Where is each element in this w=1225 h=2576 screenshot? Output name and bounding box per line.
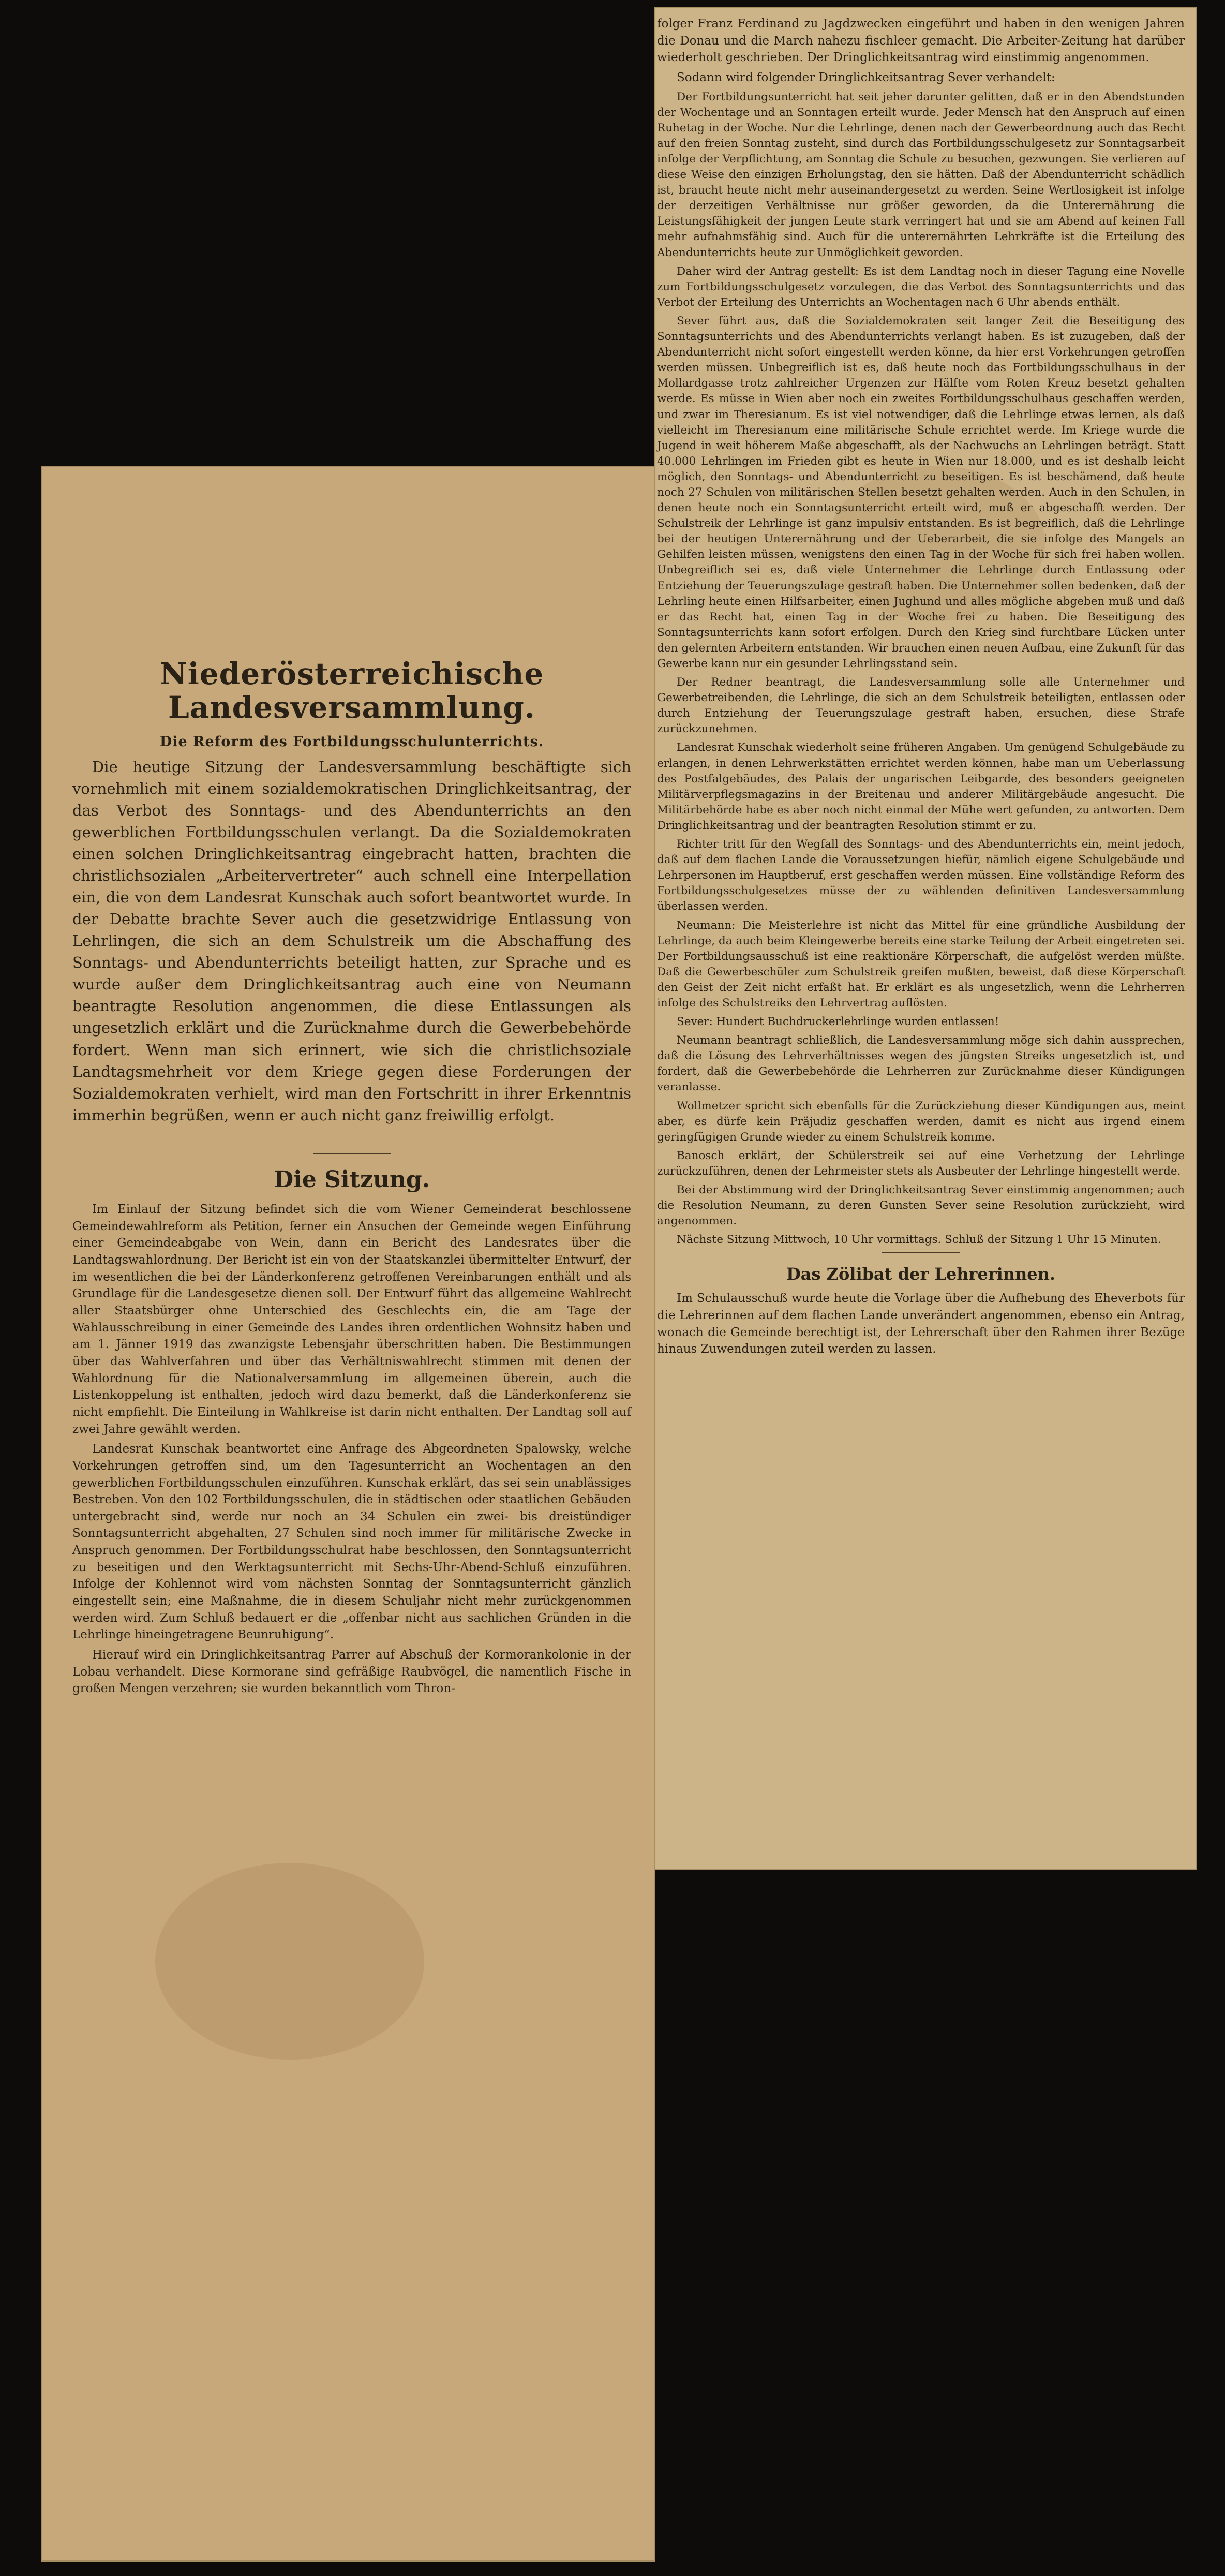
body-paragraph: Der Fortbildungsunterricht hat seit jeher darunter gelitten, daß er in den Abendstunden der Wochentage und an Sonntagen erteilt wurde. Jeder Mensch hat den Anspruch auf einen Ruhetag in der Woche. Nur die Lehrlinge, denen nach der Gewerbeordnung auch das Recht auf den freien Sonntag zusteht, sind durch das Fortbildungsschulgesetz zur Sonntagsarbeit infolge der Verpflichtung, am Sonntag die Schule zu besuchen, gezwungen. Sie verlieren auf diese Weise den einzigen Erholungstag, den sie hätten. Daß der Abendunterricht schädlich ist, braucht heute nicht mehr auseinandergesetzt zu werden. Seine Wertlosigkeit ist infolge der derzeitigen Verhältnisse nur größer geworden, da die Unterernährung die Leistungsfähigkeit der jungen Leute stark verringert hat und sie am Abend auf keinen Fall mehr aufnahmsfähig sind. Auch für die unterernährten Lehrkräfte ist die Erteilung des Abendunterrichts heute zur Unmöglichkeit geworden. xyxy=(657,90,1185,259)
body-paragraph: Nächste Sitzung Mittwoch, 10 Uhr vormittags. Schluß der Sitzung 1 Uhr 15 Minuten. xyxy=(677,1233,1161,1247)
body-paragraph: Sever: Hundert Buchdruckerlehrlinge wurden entlassen! xyxy=(677,1015,999,1029)
left-article-header xyxy=(72,656,631,1124)
body-paragraph: Im Einlauf der Sitzung befindet sich die vom Wiener Gemeinderat beschlossene Gemeindewahlreform als Petition, ferner ein Ansuchen der Gemeinde wegen Einführung einer Gemeindeabgabe von Wein, dann ein Bericht des Landesrates über die Landtagswahlordnung. Der Bericht ist ein von der Staatskanzlei übermittelter Entwurf, der im wesentlichen die bei der Länderkonferenz getroffenen Vereinbarungen enthält und als Grundlage für die Landesgesetze dienen soll. Der Entwurf führt das allgemeine Wahlrecht aller Staatsbürger ohne Unterschied des Geschlechts ein, die am Tage der Wahlausschreibung in einer Gemeinde des Landes ihren ordentlichen Wohnsitz haben und am 1. Jänner 1919 das zwanzigste Lebensjahr überschritten haben. Die Bestimmungen über das Wahlverfahren und über das Verhältniswahlrecht stimmen mit denen der Wahlordnung für die Nationalversammlung im allgemeinen überein, auch die Listenkoppelung ist enthalten, jedoch wird dazu bemerkt, daß die Länderkonferenz sie nicht empfiehlt. Die Einteilung in Wahlkreise ist darin nicht enthalten. Der Landtag soll auf zwei Jahre gewählt werden. xyxy=(72,1203,631,1436)
article-subtitle: Die Reform des Fortbildungsschulunterrichts. xyxy=(159,733,544,750)
section-heading: Das Zölibat der Lehrerinnen. xyxy=(786,1264,1056,1284)
body-paragraph: Sodann wird folgender Dringlichkeitsantrag Sever verhandelt: xyxy=(677,70,1055,84)
article-title: Niederösterreichische Landesversammlung. xyxy=(159,656,544,725)
body-paragraph: Landesrat Kunschak wiederholt seine früheren Angaben. Um genügend Schulgebäude zu erlangen, in denen Lehrwerkstätten errichtet werden können, habe man um Ueberlassung des Postfalgebäudes, des Palais der ungarischen Leibgarde, des besonders geeigneten Militärverpflegsmagazins in der Breitenau und anderer Militärgebäude angesucht. Die Militärbehörde habe es aber noch nicht einmal der Mühe wert gefunden, zu antworten. Dem Dringlichkeitsantrag und der beantragten Resolution stimmt er zu. xyxy=(657,741,1185,832)
body-paragraph: Im Schulausschuß wurde heute die Vorlage über die Aufhebung des Eheverbots für die Lehrerinnen auf dem flachen Lande unverändert angenommen, ebenso ein Antrag, wonach die Gemeinde berechtigt ist, der Lehrerschaft über den Rahmen ihrer Bezüge hinaus Zuwendungen zuteil werden zu lassen. xyxy=(657,1292,1185,1356)
body-paragraph: Wollmetzer spricht sich ebenfalls für die Zurückziehung dieser Kündigungen aus, meint aber, es dürfe kein Präjudiz geschaffen werden, damit es nicht aus irgend einem geringfügigen Grunde wieder zu einem Schulstreik komme. xyxy=(657,1099,1185,1144)
section-divider xyxy=(882,1252,960,1253)
body-paragraph: Banosch erklärt, der Schülerstreik sei auf eine Verhetzung der Lehrlinge zurückzuführen, denen der Lehrmeister stets als Ausbeuter der Lehrlinge hingestellt werde. xyxy=(657,1149,1185,1178)
right-article-column xyxy=(657,16,1185,1858)
body-paragraph: Sever führt aus, daß die Sozialdemokraten seit langer Zeit die Beseitigung des Sonntagsunterrichts und des Abendunterrichts verlangt haben. Es ist zuzugeben, daß der Abendunterricht nicht sofort eingestellt werden könne, da hier erst Vorkehrungen getroffen werden müssen. Unbegreiflich ist es, daß heute noch das Fortbildungsschulhaus in der Mollardgasse trotz zahlreicher Urgenzen zur Hälfte vom Roten Kreuz besetzt gehalten werde. Es müsse in Wien aber noch ein zweites Fortbildungsschulhaus geschaffen werden, und zwar im Theresianum. Es ist viel notwendiger, daß die Lehrlinge etwas lernen, als daß vielleicht im Theresianum eine militärische Schule errichtet werde. Im Kriege wurde die Jugend in weit höherem Maße abgeschafft, als der Nachwuchs an Lehrlingen beträgt. Statt 40.000 Lehrlingen im Frieden gibt es heute in Wien nur 18.000, und es ist deshalb leicht möglich, den Sonntags- und Abendunterricht zu beseitigen. Es ist beschämend, daß heute noch 27 Schulen von militärischen Stellen besetzt gehalten werden. Auch in den Schulen, in denen heute noch ein Sonntagsunterricht erteilt wird, muß er abgeschafft werden. Der Schulstreik der Lehrlinge ist ganz impulsiv entstanden. Es ist begreiflich, daß die Lehrlinge bei der heutigen Unterernährung und der Ueberarbeit, die sie infolge des Mangels an Gehilfen leisten müssen, wenigstens den einen Tag in der Woche für sich frei haben wollen. Unbegreiflich sei es, daß viele Unternehmer die Lehrlinge durch Entlassung oder Entziehung der Teuerungszulage gestraft haben. Die Unternehmer sollen bedenken, daß der Lehrling heute einen Hilfsarbeiter, einen Jughund und alles mögliche abgeben muß und daß er das Recht hat, einen Tag in der Woche frei zu haben. Die Beseitigung des Sonntagsunterrichts kann sofort erfolgen. Durch den Krieg sind furchtbare Lücken unter den gelernten Arbeitern entstanden. Wir brauchen einen neuen Aufbau, eine Zukunft für das Gewerbe kann nur ein gesunder Lehrlingsstand sein. xyxy=(657,314,1185,670)
intro-paragraph: Die heutige Sitzung der Landesversammlung beschäftigte sich vornehmlich mit einem sozialdemokratischen Dringlichkeitsantrag, der das Verbot des Sonntags- und des Abendunterrichts an den gewerblichen Fortbildungsschulen verlangt. Da die Sozialdemokraten einen solchen Dringlichkeitsantrag eingebracht hatten, brachten die christlichsozialen „Arbeitervertreter“ auch schnell eine Interpellation ein, die von dem Landesrat Kunschak auch sofort beantwortet wurde. In der Debatte brachte Sever auch die gesetzwidrige Entlassung von Lehrlingen, die sich an dem Schulstreik um die Abschaffung des Sonntags- und Abendunterrichts beteiligt hatten, zur Sprache und es wurde außer dem Dringlichkeitsantrag auch eine von Neumann beantragte Resolution angenommen, die diese Entlassungen als ungesetzlich erklärt und die Zurücknahme durch die Gewerbebehörde fordert. Wenn man sich erinnert, wie sich die christlichsoziale Landtagsmehrheit vor dem Kriege gegen diese Forderungen der Sozialdemokraten verhielt, wird man den Fortschritt in ihrer Erkenntnis immerhin begrüßen, wenn er auch nicht ganz freiwillig erfolgt. xyxy=(72,758,631,1124)
body-paragraph: Richter tritt für den Wegfall des Sonntags- und des Abendunterrichts ein, meint jedoch, daß auf dem flachen Lande die Voraussetzungen hiefür, nämlich eigene Schulgebäude und Lehrpersonen im Hauptberuf, erst geschaffen werden müssen. Eine vollständige Reform des Fortbildungsschulgesetzes müsse der zu wählenden definitiven Landesversammlung überlassen werden. xyxy=(657,838,1185,913)
section-divider xyxy=(313,1153,391,1154)
body-paragraph: Hierauf wird ein Dringlichkeitsantrag Parrer auf Abschuß der Kormorankolonie in der Lobau verhandelt. Diese Kormorane sind gefräßige Raubvögel, die namentlich Fische in großen Mengen verzehren; sie wurden bekanntlich vom Thron- xyxy=(72,1648,631,1696)
body-paragraph: Bei der Abstimmung wird der Dringlichkeitsantrag Sever einstimmig angenommen; auch die Resolution Neumann, zu deren Gunsten Sever seine Resolution zurückzieht, wird angenommen. xyxy=(657,1183,1185,1228)
body-paragraph: Der Redner beantragt, die Landesversammlung solle alle Unternehmer und Gewerbetreibenden, die Lehrlinge, die sich an dem Schulstreik beteiligten, entlassen oder durch Entziehung der Teuerungszulage gestraft haben, ersuchen, diese Strafe zurückzunehmen. xyxy=(657,676,1185,736)
body-paragraph: Neumann: Die Meisterlehre ist nicht das Mittel für eine gründliche Ausbildung der Lehrlinge, da auch beim Kleingewerbe bereits eine starke Teilung der Arbeit eingetreten sei. Der Fortbildungsausschuß ist eine reaktionäre Körperschaft, die aufgelöst werden müßte. Daß die Gewerbeschüler zum Schulstreik greifen mußten, beweist, daß diese Körperschaft den Geist der Zeit nicht erfaßt hat. Er erklärt es als ungesetzlich, wenn die Lehrherren infolge des Schulstreiks den Lehrvertrag auflösten. xyxy=(657,919,1185,1010)
left-article-body xyxy=(72,1149,631,2546)
section-heading: Die Sitzung. xyxy=(273,1166,430,1193)
body-paragraph: Landesrat Kunschak beantwortet eine Anfrage des Abgeordneten Spalowsky, welche Vorkehrungen getroffen sind, um den Tagesunterricht an Wochentagen an den gewerblichen Fortbildungsschulen einzuführen. Kunschak erklärt, das sei sein unablässiges Bestreben. Von den 102 Fortbildungsschulen, die in städtischen oder staatlichen Gebäuden untergebracht sind, werde nur noch an 34 Schulen ein zwei- bis dreistündiger Sonntagsunterricht abgehalten, 27 Schulen sind noch immer für militärische Zwecke in Anspruch genommen. Der Fortbildungsschulrat habe beschlossen, den Sonntagsunterricht zu beseitigen und den Werktagsunterricht mit Sechs-Uhr-Abend-Schluß einzuführen. Infolge der Kohlennot wird vom nächsten Sonntag der Sonntagsunterricht gänzlich eingestellt sein; eine Maßnahme, die in diesem Schuljahr nicht mehr zurückgenommen werden wird. Zum Schluß bedauert er die „offenbar nicht aus sachlichen Gründen in die Lehrlinge hineingetragene Beunruhigung“. xyxy=(72,1442,631,1642)
body-paragraph: folger Franz Ferdinand zu Jagdzwecken eingeführt und haben in den wenigen Jahren die Donau und die March nahezu fischleer gemacht. Die Arbeiter-Zeitung hat darüber wiederholt geschrieben. Der Dringlichkeitsantrag wird einstimmig angenommen. xyxy=(657,17,1185,65)
body-paragraph: Neumann beantragt schließlich, die Landesversammlung möge sich dahin aussprechen, daß die Lösung des Lehrverhältnisses wegen des jüngsten Streiks ungesetzlich ist, und fordert, daß die Gewerbebehörde die Lehrherren zur Zurücknahme dieser Kündigungen veranlasse. xyxy=(657,1034,1185,1094)
body-paragraph: Daher wird der Antrag gestellt: Es ist dem Landtag noch in dieser Tagung eine Novelle zum Fortbildungsschulgesetz vorzulegen, die das Verbot des Sonntagsunterrichts und das Verbot der Erteilung des Unterrichts an Wochentagen nach 6 Uhr abends enthält. xyxy=(657,264,1185,309)
